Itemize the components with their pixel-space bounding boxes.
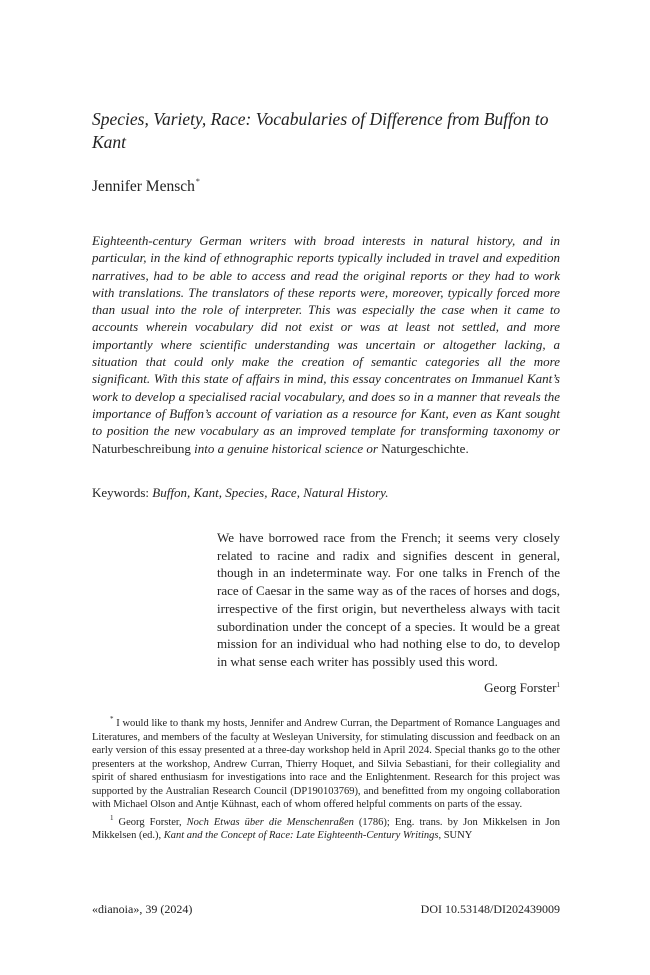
footnote-1-marker[interactable]: 1: [556, 681, 560, 689]
footnote-1-text-b: (1786); Eng. trans. by Jon Mikkelsen in Jon Mikkelsen (ed.),: [92, 816, 560, 841]
footnote-1-mark: 1: [110, 813, 114, 822]
abstract-part-1: Eighteenth-century German writers with broad interests in natural history, and in particular, in the kind of ethnographic reports typically included in travel and expedition narratives, had to be able to access and read the original reports or they had to work with translations. The translators of these reports were, moreover, typically forced more than usual into the role of interpreter. This was especially the case when it came to accounts wherein vocabulary did not exist or was at least not settled, and more importantly where scientific understanding was uncertain or altogether lacking, a situation that could only make the creation of semantic categories all the more significant. With this state of affairs in mind, this essay concentrates on Immanuel Kant’s work to develop a specialised racial vocabulary, and does so in a manner that reveals the importance of Buffon’s account of variation as a resource for Kant, even as Kant sought to position the new vocabulary as an improved template for transforming taxonomy or: [92, 233, 560, 439]
footnote-star-text: I would like to thank my hosts, Jennifer and Andrew Curran, the Department of Romance Languages and Literatures, and members of the faculty at Wesleyan University, for stimulating discussion and feedback on an early version of this essay presented at a three-day workshop held in April 2024. Special thanks go to the other presenters at the workshop, Andrew Curran, Thierry Hoquet, and Silvia Sebastiani, for their collegiality and spirit of shared enthusiasm for investigations into race and the Enlightenment. Research for this project was supported by the Australian Research Council (DP190103769), and benefitted from my ongoing collaboration with Michael Olson and Antje Kühnast, each of whom offered helpful comments on parts of the essay.: [92, 718, 560, 810]
footnote-1-text-a: Georg Forster,: [113, 816, 187, 828]
footnote-1: [92, 812, 560, 843]
keywords: [92, 484, 388, 501]
abstract-term-naturgeschichte: Naturgeschichte: [381, 440, 466, 456]
doi-link[interactable]: DOI 10.53148/DI202439009: [420, 902, 560, 916]
footnote-star-mark: *: [110, 715, 114, 723]
abstract-part-3: .: [465, 440, 469, 456]
abstract-term-naturbeschreibung: Naturbeschreibung: [92, 440, 191, 456]
footnote-1-title-2: Kant and the Concept of Race: Late Eighteenth-Century Writings: [163, 830, 439, 841]
footnotes: [92, 713, 560, 843]
footnote-star: [92, 713, 560, 812]
footnote-1-title-1: Noch Etwas über die Menschenraßen: [186, 816, 354, 828]
keywords-values: Buffon, Kant, Species, Race, Natural History.: [152, 485, 389, 500]
footnote-1-text-c: , SUNY: [438, 830, 473, 841]
article-title: Species, Variety, Race: Vocabularies of Difference from Buffon to Kant: [92, 109, 549, 152]
keywords-label: Keywords:: [92, 485, 153, 500]
author-footnote-marker[interactable]: *: [195, 177, 200, 186]
abstract-part-2: into a genuine historical science or: [190, 440, 382, 456]
abstract: [92, 232, 560, 457]
journal-citation: «dianoia», 39 (2024): [92, 902, 193, 916]
epigraph-attribution: [484, 677, 560, 696]
epigraph-quote: We have borrowed race from the French; it seems very closely related to racine and radix and signifies descent in general, though in an indeterminate way. For one talks in French of the race of Caesar in the same way as of the races of horses and dogs, irrespective of the first origin, but nevertheless always with tacit subordination under the concept of a species. It would be a great mission for an individual who had nothing else to do, to develop in what sense each writer has possibly used this word.: [217, 530, 560, 669]
author-line: [92, 172, 200, 197]
author-name: Jennifer Mensch: [92, 178, 195, 195]
epigraph-author-name: Georg Forster: [484, 680, 557, 695]
